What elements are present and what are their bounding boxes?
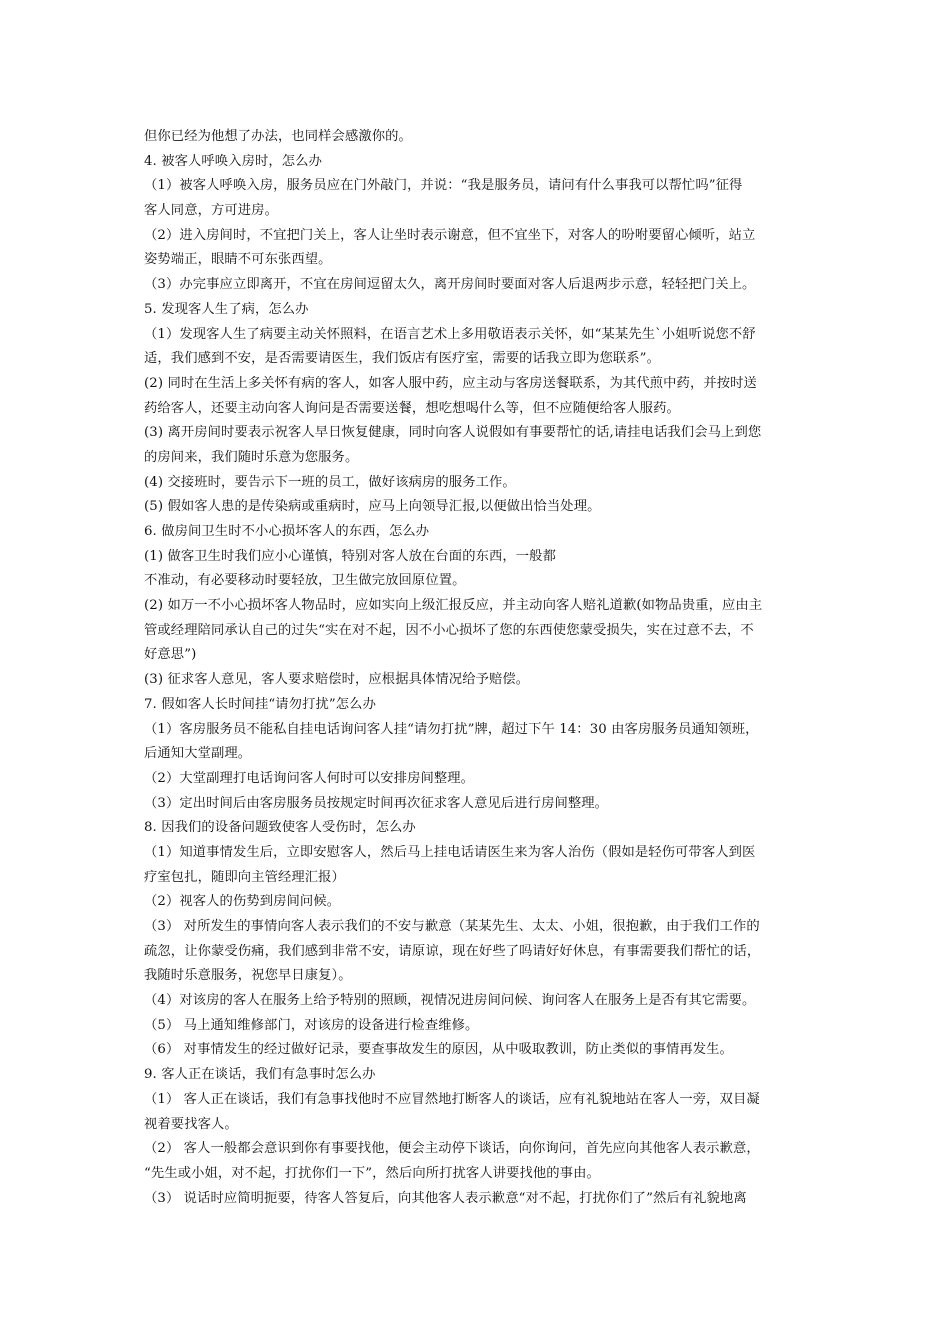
text-line: （3） 对所发生的事情向客人表示我们的不安与歉意（某某先生、太太、小姐，很抱歉，由于我们工作的 (144, 919, 760, 934)
text-line: （2）大堂副理打电话询问客人何时可以安排房间整理。 (144, 770, 475, 786)
text-line: 客人同意，方可进房。 (144, 203, 278, 219)
section-heading-7: 7. 假如客人长时间挂“请勿打扰”怎么办 (144, 696, 376, 712)
text-line: 后通知大堂副理。 (144, 746, 252, 762)
text-line: （1）客房服务员不能私自挂电话询问客人挂“请勿打扰”牌，超过下午 14：30 由客房服务员通知领班， (144, 721, 759, 737)
text-line: 疗室包扎，随即向主管经理汇报） (144, 869, 345, 885)
text-line: (1) 做客卫生时我们应小心谨慎，特别对客人放在台面的东西，一般都 (144, 548, 556, 564)
text-line: （4）对该房的客人在服务上给予特别的照顾，视情况进房间问候、询问客人在服务上是否有其它需要。 (144, 993, 756, 1009)
text-line: (3) 离开房间时要表示祝客人早日恢复健康，同时向客人说假如有事要帮忙的话,请挂电话我们会马上到您 (144, 425, 762, 441)
section-heading-5: 5. 发现客人生了病，怎么办 (144, 301, 309, 317)
text-line: (2) 如万一不小心损坏客人物品时，应如实向上级汇报反应，并主动向客人赔礼道歉(如物品贵重，应由主 (144, 598, 763, 614)
text-line: （2）视客人的伤势到房间问候。 (144, 894, 341, 910)
text-line: (3) 征求客人意见，客人要求赔偿时，应根据具体情况给予赔偿。 (144, 672, 530, 688)
text-line: （2） 客人一般都会意识到你有事要找他，便会主动停下谈话，向你询问，首先应向其他客人表示歉意， (144, 1141, 760, 1157)
text-line: 疏忽，让你蒙受伤痛，我们感到非常不安，请原谅，现在好些了吗请好好休息，有事需要我们帮忙的话， (144, 943, 761, 959)
text-line: （3）定出时间后由客房服务员按规定时间再次征求客人意见后进行房间整理。 (144, 795, 609, 811)
text-line: （1）被客人呼唤入房，服务员应在门外敲门，并说：“我是服务员，请问有什么事我可以帮忙吗”征得 (144, 178, 743, 194)
text-line: 不准动，有必要移动时要轻放，卫生做完放回原位置。 (144, 573, 466, 589)
text-line: （5） 马上通知维修部门，对该房的设备进行检查维修。 (144, 1017, 479, 1033)
text-line: （1） 客人正在谈话，我们有急事找他时不应冒然地打断客人的谈话，应有礼貌地站在客人一旁，双目凝 (144, 1091, 760, 1107)
text-line: 姿势端正，眼睛不可东张西望。 (144, 252, 332, 268)
section-heading-6: 6. 做房间卫生时不小心损坏客人的东西，怎么办 (144, 524, 430, 539)
text-line: 的房间来，我们随时乐意为您服务。 (144, 449, 359, 465)
text-line: (4) 交接班时，要告示下一班的员工，做好该病房的服务工作。 (144, 474, 516, 490)
text-line: （1）知道事情发生后，立即安慰客人，然后马上挂电话请医生来为客人治伤（假如是轻伤可带客人到医 (144, 844, 756, 860)
text-line: （2）进入房间时，不宜把门关上，客人让坐时表示谢意，但不宜坐下，对客人的吩咐要留心倾听，站立 (144, 227, 756, 243)
text-line: 我随时乐意服务，祝您早日康复）。 (144, 968, 352, 984)
section-heading-4: 4. 被客人呼唤入房时，怎么办 (144, 153, 322, 169)
text-line: （3）办完事应立即离开，不宜在房间逗留太久，离开房间时要面对客人后退两步示意，轻轻把门关上。 (144, 277, 756, 293)
text-line: “先生或小姐，对不起，打扰你们一下”，然后向所打扰客人讲要找他的事由。 (144, 1165, 600, 1181)
text-line: (2) 同时在生活上多关怀有病的客人，如客人服中药，应主动与客房送餐联系，为其代煎中药，并按时送 (144, 375, 757, 391)
text-line: 适，我们感到不安，是否需要请医生，我们饭店有医疗室，需要的话我立即为您联系”。 (144, 351, 660, 367)
text-line: （3） 说话时应简明扼要，待客人答复后，向其他客人表示歉意“对不起，打扰你们了”然后有礼貌地离 (144, 1190, 747, 1206)
text-line: 视着要找客人。 (144, 1116, 238, 1132)
text-line: （1）发现客人生了病要主动关怀照料，在语言艺术上多用敬语表示关怀，如“某某先生`小姐听说您不舒 (144, 326, 756, 342)
text-line: （6） 对事情发生的经过做好记录，要查事故发生的原因，从中吸取教训，防止类似的事情再发生。 (144, 1042, 733, 1058)
section-heading-8: 8. 因我们的设备问题致使客人受伤时，怎么办 (144, 820, 416, 836)
section-heading-9: 9. 客人正在谈话，我们有急事时怎么办 (144, 1067, 376, 1083)
document-page (144, 125, 808, 1211)
text-line: 好意思”) (144, 647, 197, 663)
text-line: 管或经理陪同承认自己的过失“实在对不起，因不小心损坏了您的东西使您蒙受损失，实在过意不去，不 (144, 622, 754, 638)
text-line: (5) 假如客人患的是传染病或重病时，应马上向领导汇报,以便做出恰当处理。 (144, 499, 601, 515)
text-line: 药给客人，还要主动向客人询问是否需要送餐，想吃想喝什么等，但不应随便给客人服药。 (144, 400, 680, 416)
text-line: 但你已经为他想了办法，也同样会感激你的。 (144, 129, 412, 144)
